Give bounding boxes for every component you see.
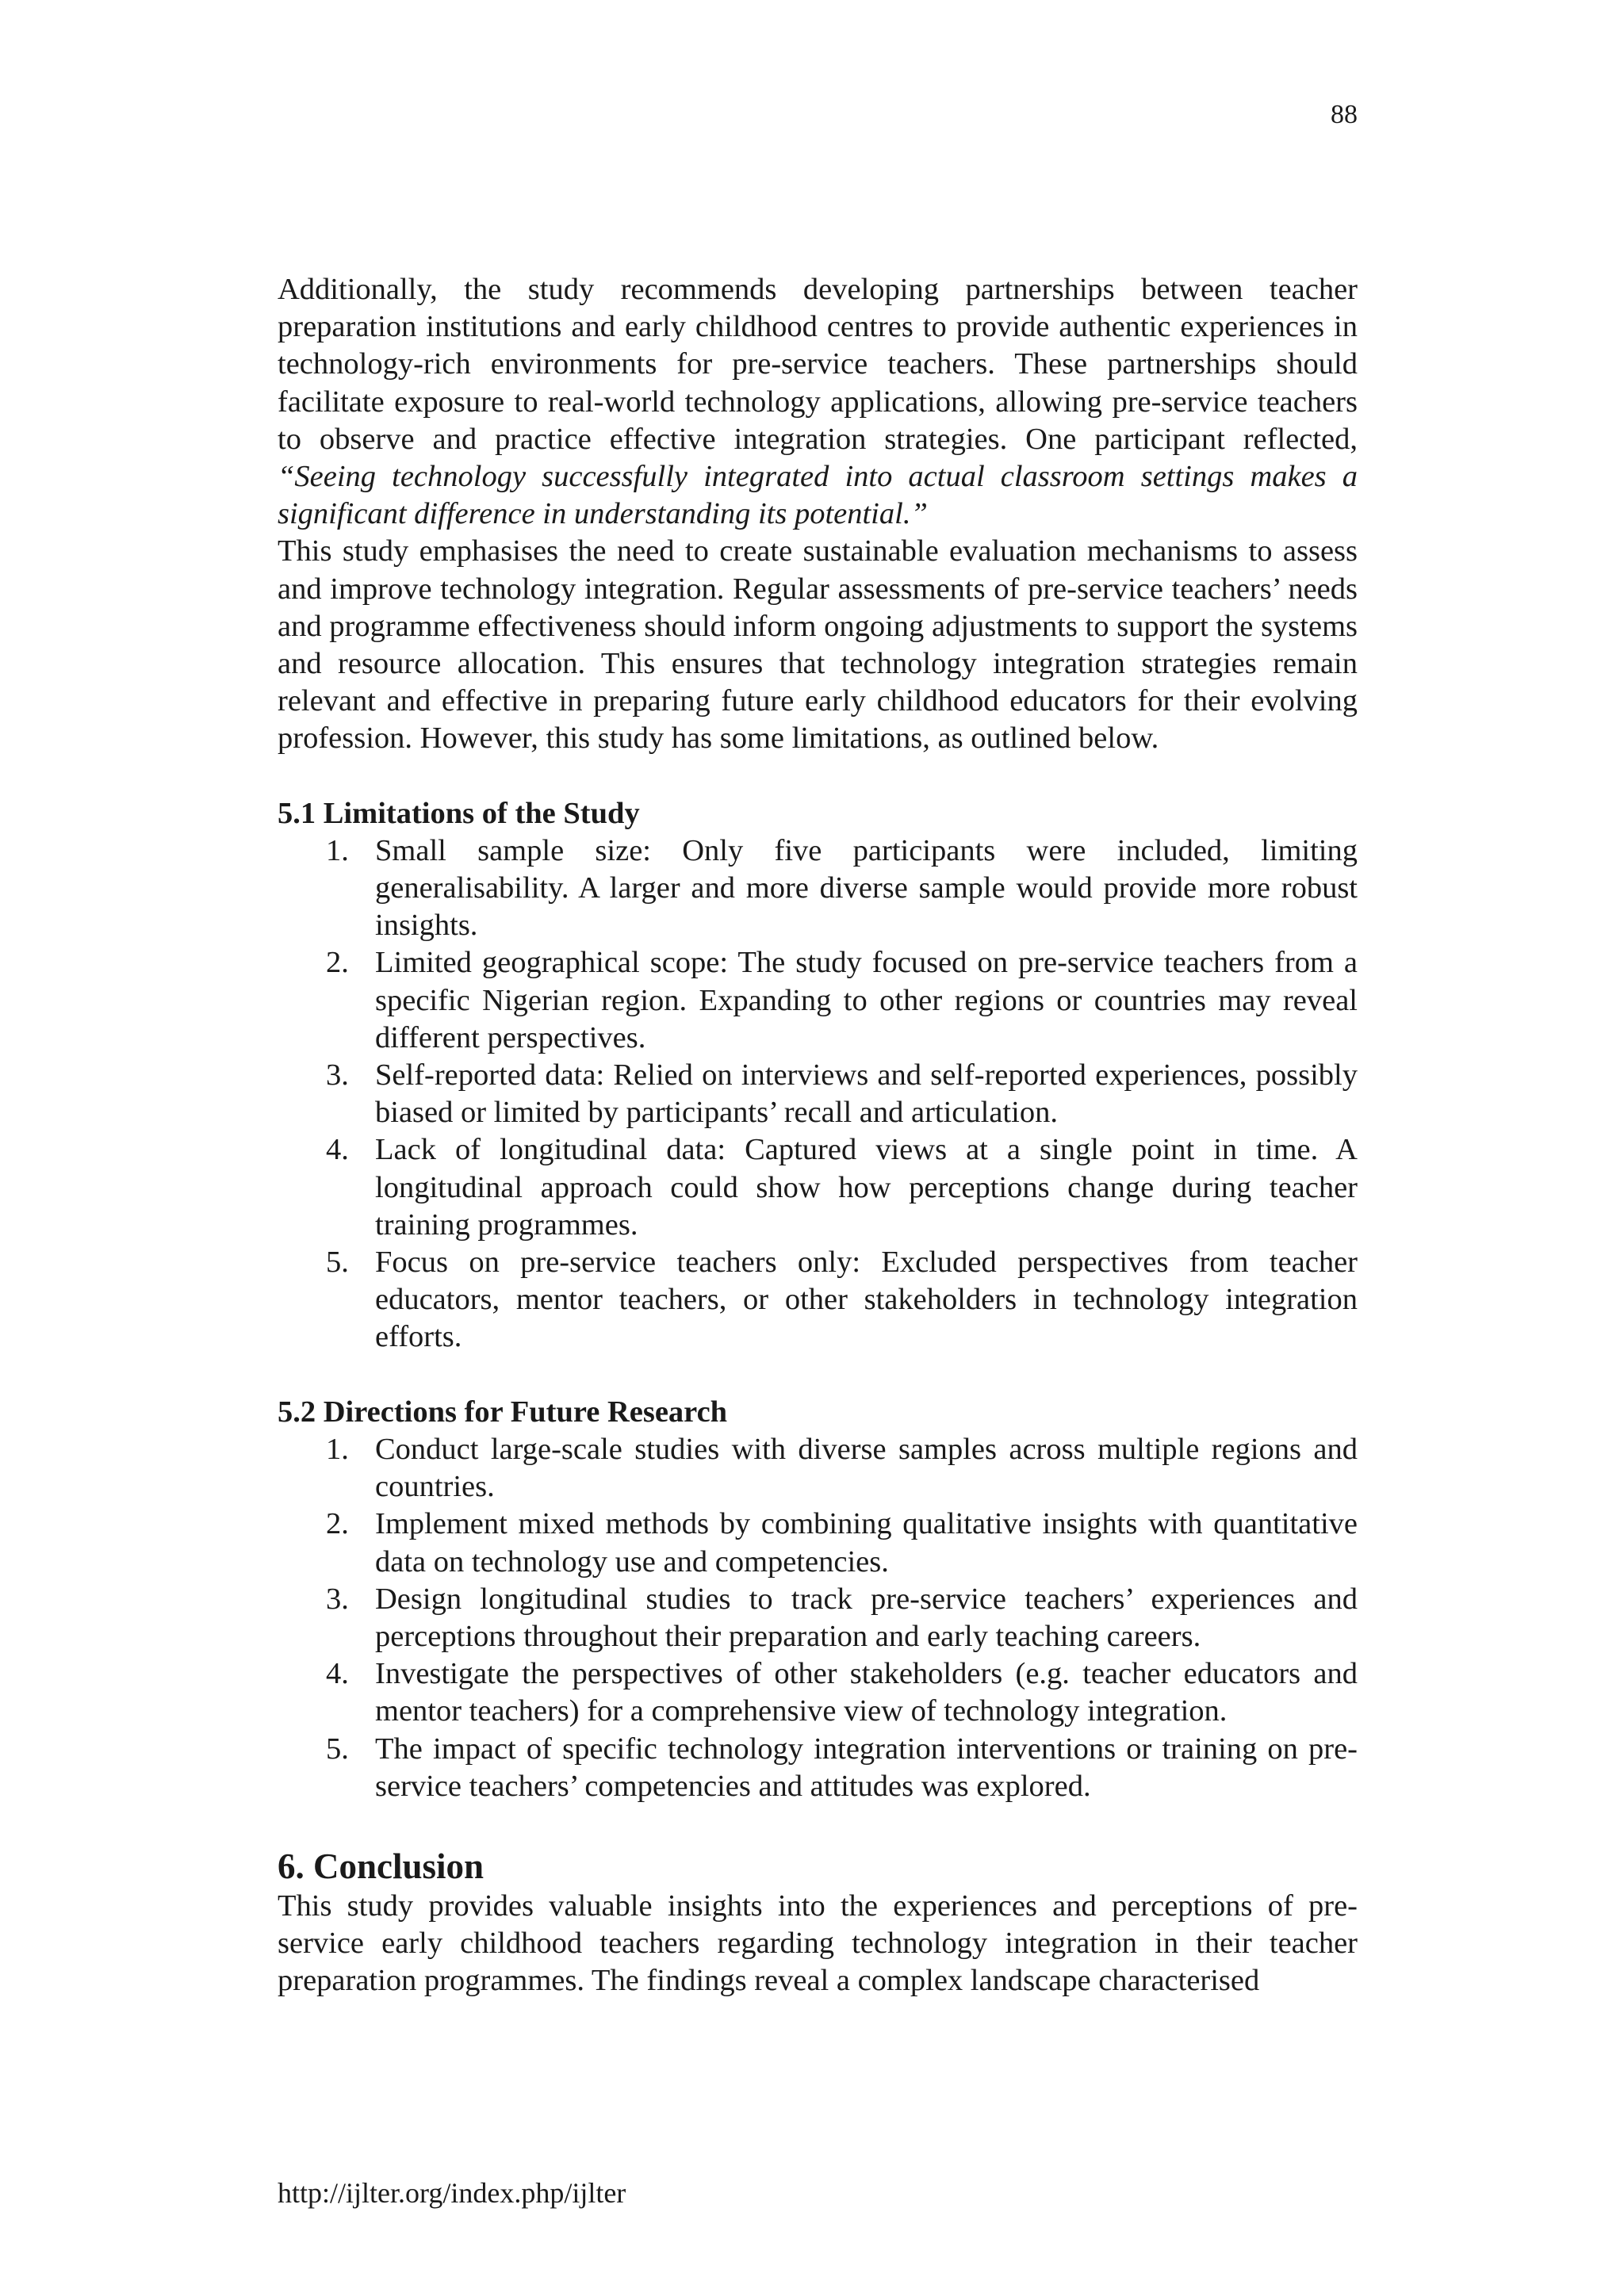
list-item-text: Small sample size: Only five participants were included, limiting generalisability. A larger and more diverse sample would provide more robust insights.: [375, 833, 1358, 943]
list-item-text: Self-reported data: Relied on interviews and self-reported experiences, possibly biased or limited by participants’ recall and articulation.: [375, 1058, 1358, 1130]
list-item-text: Limited geographical scope: The study focused on pre-service teachers from a specific Nigerian region. Expanding to other regions or countries may reveal different perspectives.: [375, 946, 1358, 1054]
list-item: [326, 1431, 1358, 1506]
list-item-text: Focus on pre-service teachers only: Excluded perspectives from teacher educators, mentor teachers, or other stakeholders in technology integration efforts.: [375, 1246, 1358, 1354]
list-item-text: Lack of longitudinal data: Captured views at a single point in time. A longitudinal approach could show how perceptions change during teacher training programmes.: [375, 1133, 1358, 1242]
evaluation-paragraph: This study emphasises the need to create sustainable evaluation mechanisms to assess and improve technology integration. Regular assessments of pre-service teachers’ needs and programme effectiveness should inform ongoing adjustments to support the systems and resource allocation. This ensures that technology integration strategies remain relevant and effective in preparing future early childhood educators for their evolving profession. However, this study has some limitations, as outlined below.: [278, 534, 1358, 756]
conclusion-heading: 6. Conclusion: [278, 1846, 485, 1886]
list-item-number: 2.: [326, 946, 349, 980]
list-item-number: 4.: [326, 1133, 349, 1167]
list-item: [326, 1506, 1358, 1580]
participant-quote: “Seeing technology successfully integrated into actual classroom settings makes a significant difference in understanding its potential.”: [278, 460, 1358, 531]
future-research-list: [278, 1431, 1358, 1805]
future-research-heading: 5.2 Directions for Future Research: [278, 1395, 728, 1429]
intro-paragraph: [278, 271, 1358, 533]
list-item: [326, 1131, 1358, 1244]
conclusion-paragraph: This study provides valuable insights into the experiences and perceptions of pre-service early childhood teachers regarding technology integration in their teacher preparation programmes. The findings reveal a complex landscape characterised: [278, 1888, 1358, 1998]
list-item-number: 2.: [326, 1507, 349, 1541]
list-item-number: 3.: [326, 1058, 349, 1093]
list-item: [326, 1244, 1358, 1357]
list-item-text: Design longitudinal studies to track pre-service teachers’ experiences and perceptions throughout their preparation and early teaching careers.: [375, 1582, 1358, 1653]
list-item-number: 1.: [326, 833, 349, 867]
list-item-number: 1.: [326, 1432, 349, 1466]
list-item: [326, 944, 1358, 1057]
footer-url-link[interactable]: http://ijlter.org/index.php/ijlter: [278, 2177, 626, 2209]
list-item: [326, 1731, 1358, 1805]
list-item-text: Conduct large-scale studies with diverse samples across multiple regions and countries.: [375, 1432, 1358, 1504]
list-item-number: 4.: [326, 1657, 349, 1691]
limitations-list: [278, 832, 1358, 1357]
list-item: [326, 1655, 1358, 1730]
list-item-number: 5.: [326, 1246, 349, 1280]
list-item-text: The impact of specific technology integration interventions or training on pre-service teachers’ competencies and attitudes was explored.: [375, 1732, 1358, 1803]
page-number: 88: [1331, 100, 1358, 129]
list-item: [326, 1057, 1358, 1131]
list-item: [326, 832, 1358, 945]
list-item-number: 3.: [326, 1582, 349, 1616]
list-item: [326, 1581, 1358, 1655]
limitations-heading: 5.1 Limitations of the Study: [278, 796, 640, 830]
page-content: [278, 271, 1358, 2000]
list-item-number: 5.: [326, 1732, 349, 1766]
list-item-text: Implement mixed methods by combining qualitative insights with quantitative data on technology use and competencies.: [375, 1507, 1358, 1578]
list-item-text: Investigate the perspectives of other stakeholders (e.g. teacher educators and mentor teachers) for a comprehensive view of technology integration.: [375, 1657, 1358, 1728]
intro-text-before-quote: Additionally, the study recommends developing partnerships between teacher preparation institutions and early childhood centres to provide authentic experiences in technology-rich environments for pre-service teachers. These partnerships should facilitate exposure to real-world technology applications, allowing pre-service teachers to observe and practice effective integration strategies. One participant reflected,: [278, 273, 1358, 456]
